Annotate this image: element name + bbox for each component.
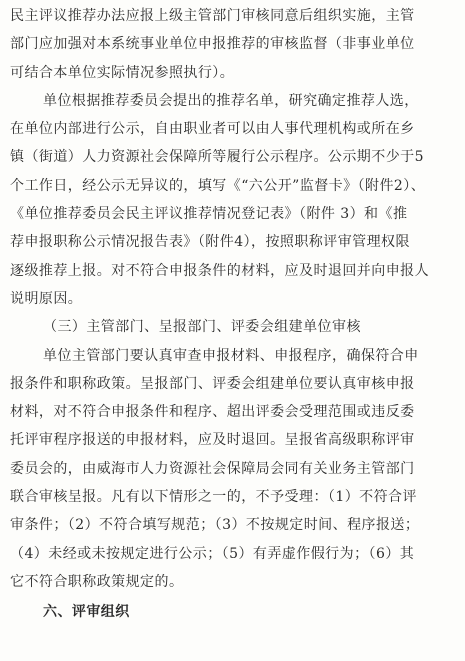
text-line: 托评审程序报送的申报材料，应及时退回。呈报省高级职称评审 (10, 432, 415, 449)
paragraph-review-rules (10, 342, 455, 597)
text-line: 镇（街道）人力资源社会保障所等履行公示程序。公示期不少于5 (10, 149, 424, 166)
text-line: 逐级推荐上报。对不符合申报条件的材料，应及时退回并向申报人 (10, 262, 430, 279)
text-line: 报条件和职称政策。呈报部门、评委会组建单位要认真审核申报 (10, 375, 415, 392)
text-line: 它不符合职称政策规定的。 (10, 573, 184, 590)
text-line: 可结合本单位实际情况参照执行）。 (10, 64, 235, 81)
text-line: 个工作日，经公示无异议的，填写《“六公开”监督卡》（附件2）、 (10, 177, 426, 194)
text-line: 委员会的，由威海市人力资源社会保障局会同有关业务主管部门 (10, 460, 415, 477)
text-line: 审条件；（2）不符合填写规范；（3）不按规定时间、程序报送； (10, 517, 420, 534)
chapter-heading-review-organization (10, 598, 455, 626)
text-line: 单位主管部门要认真审查申报材料、申报程序，确保符合申 (43, 347, 419, 364)
text-line: 在单位内部进行公示，自由职业者可以由人事代理机构或所在乡 (10, 121, 415, 138)
text-line: 部门应加强对本系统事业单位申报推荐的审核监督（非事业单位 (10, 36, 415, 53)
text-line: 联合审核呈报。凡有以下情形之一的，不予受理：（1）不符合评 (10, 489, 417, 506)
section-heading: （三）主管部门、呈报部门、评委会组建单位审核 (43, 319, 361, 336)
text-line: 民主评议推荐办法应报上级主管部门审核同意后组织实施，主管 (10, 8, 415, 24)
paragraph-recommendation-method (10, 2, 455, 87)
text-line: 说明原因。 (10, 290, 83, 307)
paragraph-publicity (10, 87, 455, 313)
text-line: （4）未经或未按规定进行公示；（5）有弄虚作假行为；（6）其 (10, 545, 415, 562)
chapter-heading: 六、评审组织 (43, 604, 130, 621)
text-line: 荐申报职称公示情况报告表》（附件4），按照职称评审管理权限 (10, 234, 410, 251)
section-heading-review (10, 313, 455, 341)
text-line: 《单位推荐委员会民主评议推荐情况登记表》（附件 3）和《推 (10, 206, 408, 223)
text-line: 材料，对不符合申报条件和程序、超出评委会受理范围或违反委 (10, 404, 415, 421)
text-line: 单位根据推荐委员会提出的推荐名单，研究确定推荐人选， (43, 92, 419, 109)
